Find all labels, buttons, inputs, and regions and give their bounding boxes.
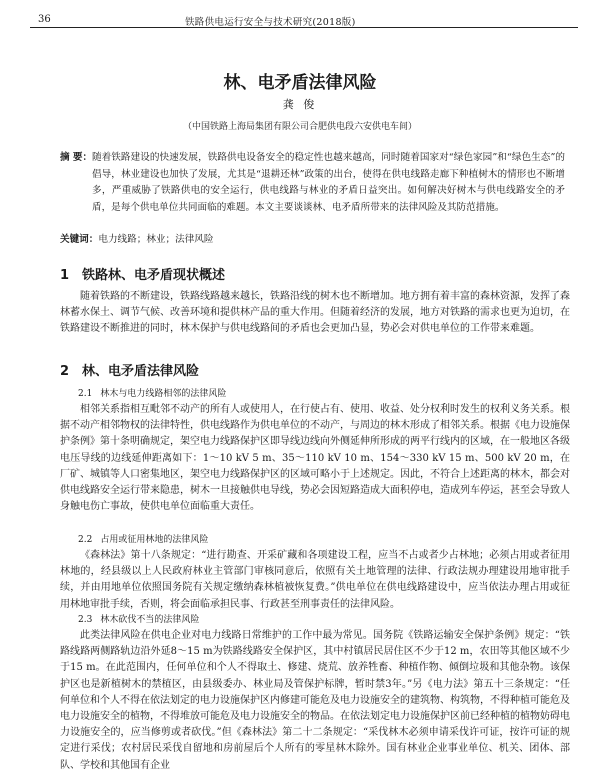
paragraph: 《森林法》第十八条规定：“进行勘查、开采矿藏和各项建设工程，应当不占或者少占林地；必须占用或者征用林地的，经县级以上人民政府林业主管部门审核同意后，依照有关土地管理的法律、行政法规办理建设用地审批手续，并由用地单位依照国务院有关规定缴纳森林植被恢复费。”供电单位在供电线路建设中，应当依法办理占用或征用林地审批手续，否则，将会面临承担民事、行政甚至刑事责任的法律风险。 xyxy=(60,550,570,610)
subsection-title: 林木砍伐不当的法律风险 xyxy=(100,615,200,625)
header-rule xyxy=(30,27,578,28)
section-title: 铁路林、电矛盾现状概述 xyxy=(82,268,226,283)
section-heading xyxy=(60,360,199,379)
article-author: 龚 俊 xyxy=(282,98,318,111)
subsection-number: 2.3 xyxy=(78,615,93,625)
section-title: 林、电矛盾法律风险 xyxy=(82,364,200,379)
subsection-number: 2.2 xyxy=(78,535,93,545)
abstract xyxy=(60,150,565,216)
subsection-number: 2.1 xyxy=(78,389,93,399)
section-number: 2 xyxy=(60,364,70,379)
paragraph: 此类法律风险在供电企业对电力线路日常维护的工作中最为常见。国务院《铁路运输安全保护条例》规定：“铁路线路两侧路轨边沿外延8～15 m为铁路线路安全保护区，其中村镇居民居住区不少于12 m，农田等其他区域不少于15 m。在此范围内，任何单位和个人不得取土、修建、烧荒、放养牲畜、种植作物、倾倒垃圾和其他杂物。该保护区也是新植树木的禁植区，由县级委办、林业局及管保护标牌，暂时禁3年。”另《电力法》第五十三条规定：“任何单位和个人不得在依法划定的电力设施保护区内修建可能危及电力设施安全的建筑物、构筑物，不得种植可能危及电力设施安全的植物，不得堆放可能危及电力设施安全的物品。在依法划定电力设施保护区前已经种植的植物妨碍电力设施安全的，应当修剪或者砍伐。”但《森林法》第二十二条规定：“采伐林木必须申请采伐许可证，按许可证的规定进行采伐；农村居民采伐自留地和房前屋后个人所有的零星林木除外。国有林业企业事业单位、机关、团体、部队、学校和其他国有企业 xyxy=(60,630,570,771)
subsection-heading xyxy=(78,532,208,545)
article-title: 林、电矛盾法律风险 xyxy=(223,73,377,93)
abstract-text: 随着铁路建设的快速发展，铁路供电设备安全的稳定性也越来越高，同时随着国家对“绿色家园”和“绿色生态”的倡导，林业建设也加快了发展，尤其是“退耕还林”政策的出台，使得在供电线路走廊下种植树木的情形也不断增多，严重威胁了铁路供电的安全运行，供电线路与林业的矛盾日益突出。如何解决好树木与供电线路安全的矛盾，是每个供电单位共同面临的难题。本文主要谈谈林、电矛盾所带来的法律风险及其防范措施。 xyxy=(92,152,565,213)
page-number: 36 xyxy=(38,14,51,25)
subsection-heading xyxy=(78,612,199,625)
keywords-text: 电力线路；林业；法律风险 xyxy=(98,234,214,245)
running-head: 铁路供电运行安全与技术研究(2018版) xyxy=(185,17,356,28)
subsection-title: 林木与电力线路相邻的法律风险 xyxy=(100,389,227,399)
section-heading xyxy=(60,264,225,283)
author-affiliation: （中国铁路上海局集团有限公司合肥供电段六安供电车间） xyxy=(182,122,417,132)
keywords xyxy=(60,231,214,245)
subsection-heading xyxy=(78,386,226,399)
keywords-label: 关键词： xyxy=(60,234,99,245)
section-number: 1 xyxy=(60,268,70,283)
abstract-label: 摘 要： xyxy=(60,152,93,163)
paragraph: 相邻关系指相互毗邻不动产的所有人或使用人，在行使占有、使用、收益、处分权利时发生的权利义务关系。根据不动产相邻物权的法律特性，供电线路作为供电单位的不动产，与周边的林木形成了相邻关系。根据《电力设施保护条例》第十条明确规定，架空电力线路保护区即导线边线向外侧延伸所形成的两平行线内的区域，在一般地区各级电压导线的边线延伸距离如下：1～10 kV 5 m、35～110 kV 10 m、154～330 kV 15 m、500 kV 20 m，在厂矿、城镇等人口密集地区，架空电力线路保护区的区域可略小于上述规定。因此，不符合上述距离的林木，都会对供电线路安全运行带来隐患，树木一旦接触供电导线，势必会因短路造成大面积停电，造成列车停运，甚至会导致人身触电伤亡事故，使供电单位面临重大责任。 xyxy=(60,404,570,513)
paragraph: 随着铁路的不断建设，铁路线路越来越长，铁路沿线的树木也不断增加。地方拥有着丰富的森林资源，发挥了森林蓄水保土、调节气候、改善环境和提供林产品的重大作用。但随着经济的发展，地方对铁路的需求也更为迫切，在铁路建设不断推进的同时，林木保护与供电线路间的矛盾也会更加凸显，势必会对供电单位的工作带来难题。 xyxy=(60,291,570,335)
subsection-title: 占用或征用林地的法律风险 xyxy=(100,535,209,545)
